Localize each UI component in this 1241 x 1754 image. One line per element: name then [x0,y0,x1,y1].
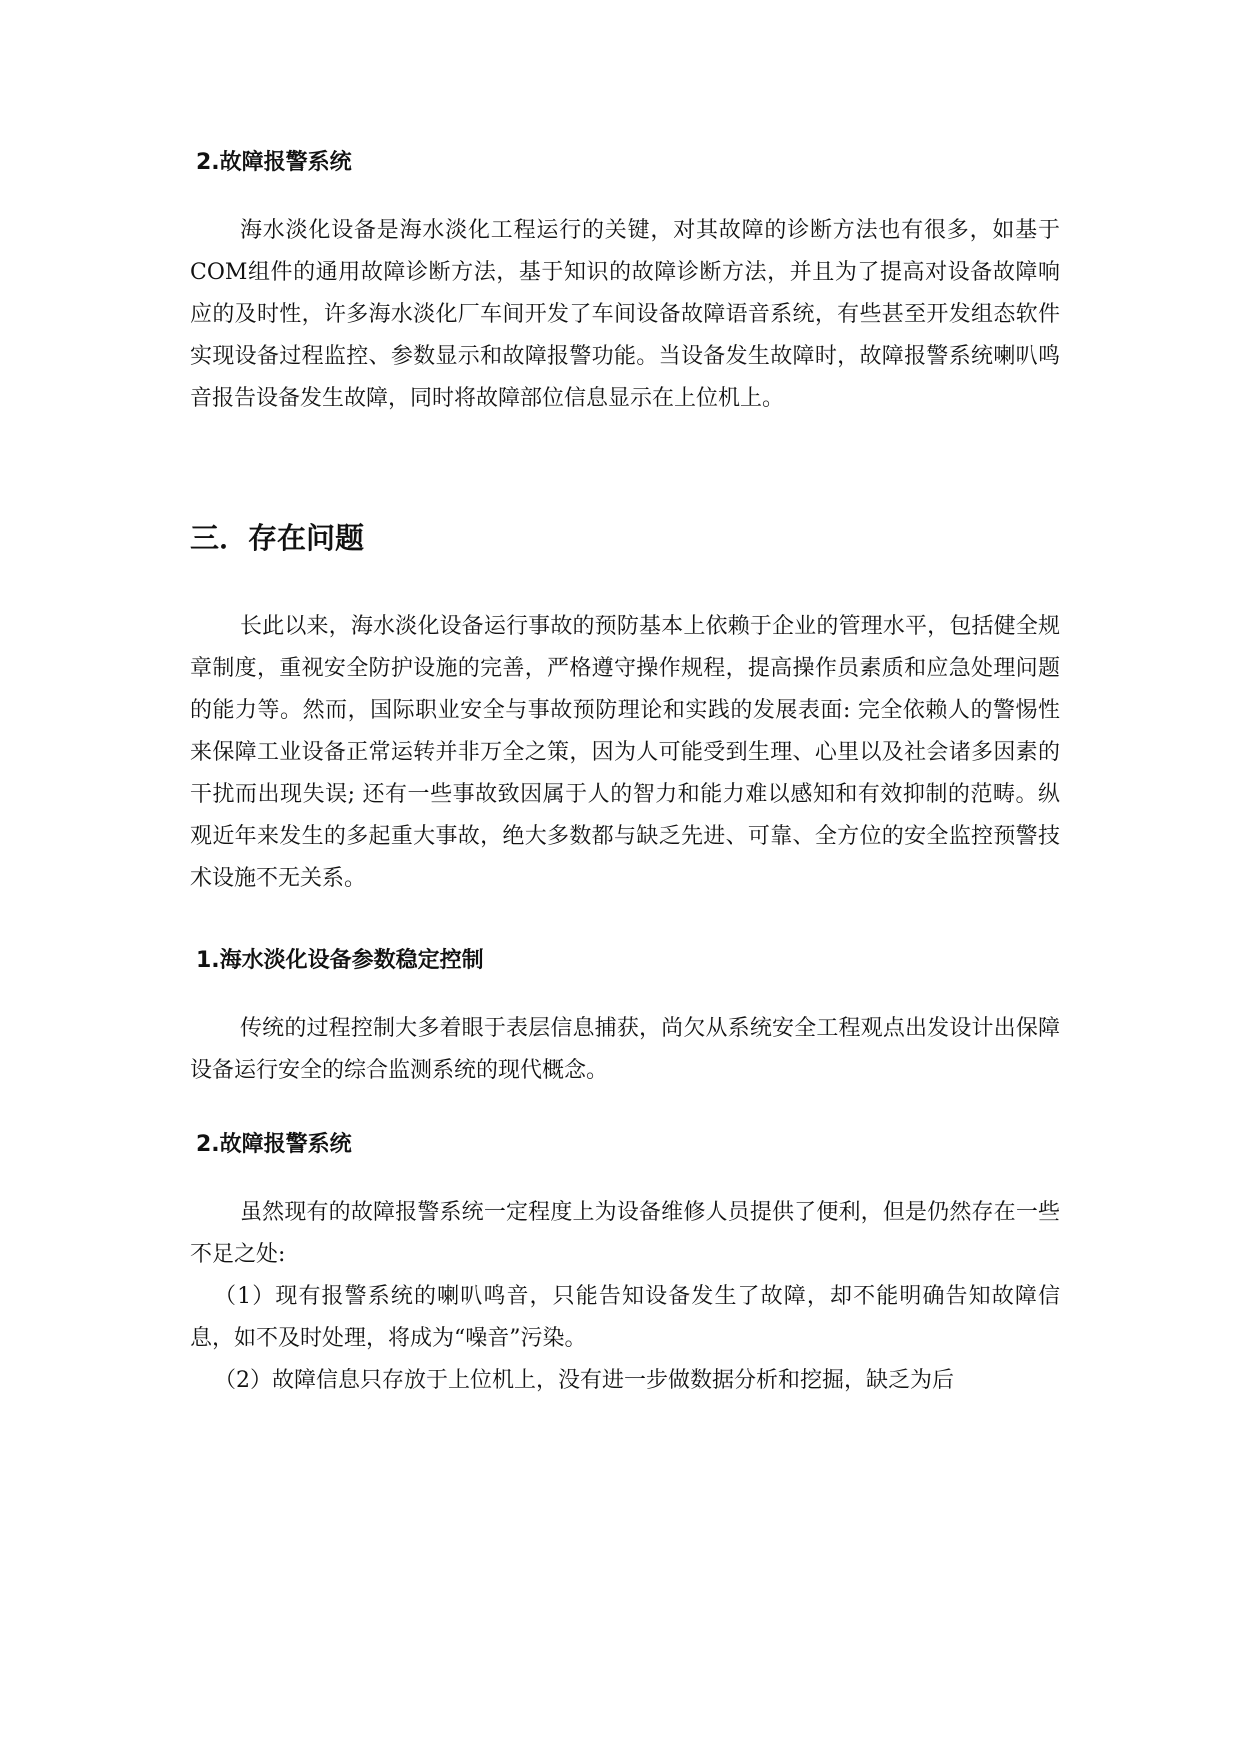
paragraph-text: 长此以来，海水淡化设备运行事故的预防基本上依赖于企业的管理水平，包括健全规章制度，重视安全防护设施的完善，严格遵守操作规程，提高操作员素质和应急处理问题的能力等。然而，国际职业安全与事故预防理论和实践的发展表面: 完全依赖人的警惕性来保障工业设备正常运转并非万全之策，因为人可能受到生理、心里以及社会诸多因素的干扰而出现失误; 还有一些事故致因属于人的智力和能力难以感知和有效抑制的范畴。纵观近年来发生的多起重大事故，绝大多数都与缺乏先进、可靠、全方位的安全监控预警技术设施不无关系。 [190,614,1060,891]
paragraph-text: 传统的过程控制大多着眼于表层信息捕获，尚欠从系统安全工程观点出发设计出保障设备运行安全的综合监测系统的现代概念。 [190,1016,1060,1083]
subsection-heading-alarm-system-2 [190,1130,1060,1160]
section-heading-existing-problems [190,518,1060,558]
paragraph-desalination-equipment [190,210,1060,420]
paragraph-alarm-shortcomings [190,1192,1060,1276]
paragraph-text: 海水淡化设备是海水淡化工程运行的关键，对其故障的诊断方法也有很多，如基于COM组件的通用故障诊断方法，基于知识的故障诊断方法，并且为了提高对设备故障响应的及时性，许多海水淡化厂车间开发了车间设备故障语音系统，有些甚至开发组态软件实现设备过程监控、参数显示和故障报警功能。当设备发生故障时，故障报警系统喇叭鸣音报告设备发生故障，同时将故障部位信息显示在上位机上。 [190,218,1060,411]
paragraph-text: 虽然现有的故障报警系统一定程度上为设备维修人员提供了便利，但是仍然存在一些不足之处: [190,1200,1060,1267]
list-item-text: （1）现有报警系统的喇叭鸣音，只能告知设备发生了故障，却不能明确告知故障信息，如不及时处理，将成为“噪音”污染。 [190,1284,1060,1351]
paragraph-accident-prevention [190,606,1060,900]
section-heading-text: 三．存在问题 [190,521,365,555]
list-item-1 [190,1276,1060,1360]
subsection-heading-text: 2.故障报警系统 [196,150,352,175]
subsection-heading-text: 1.海水淡化设备参数稳定控制 [196,948,484,973]
list-item-text: （2）故障信息只存放于上位机上，没有进一步做数据分析和挖掘，缺乏为后 [214,1368,954,1393]
subsection-heading-alarm-system [190,148,1060,178]
subsection-heading-text: 2.故障报警系统 [196,1132,352,1157]
paragraph-process-control [190,1008,1060,1092]
list-item-2 [190,1360,1060,1402]
subsection-heading-parameter-control [190,946,1060,976]
